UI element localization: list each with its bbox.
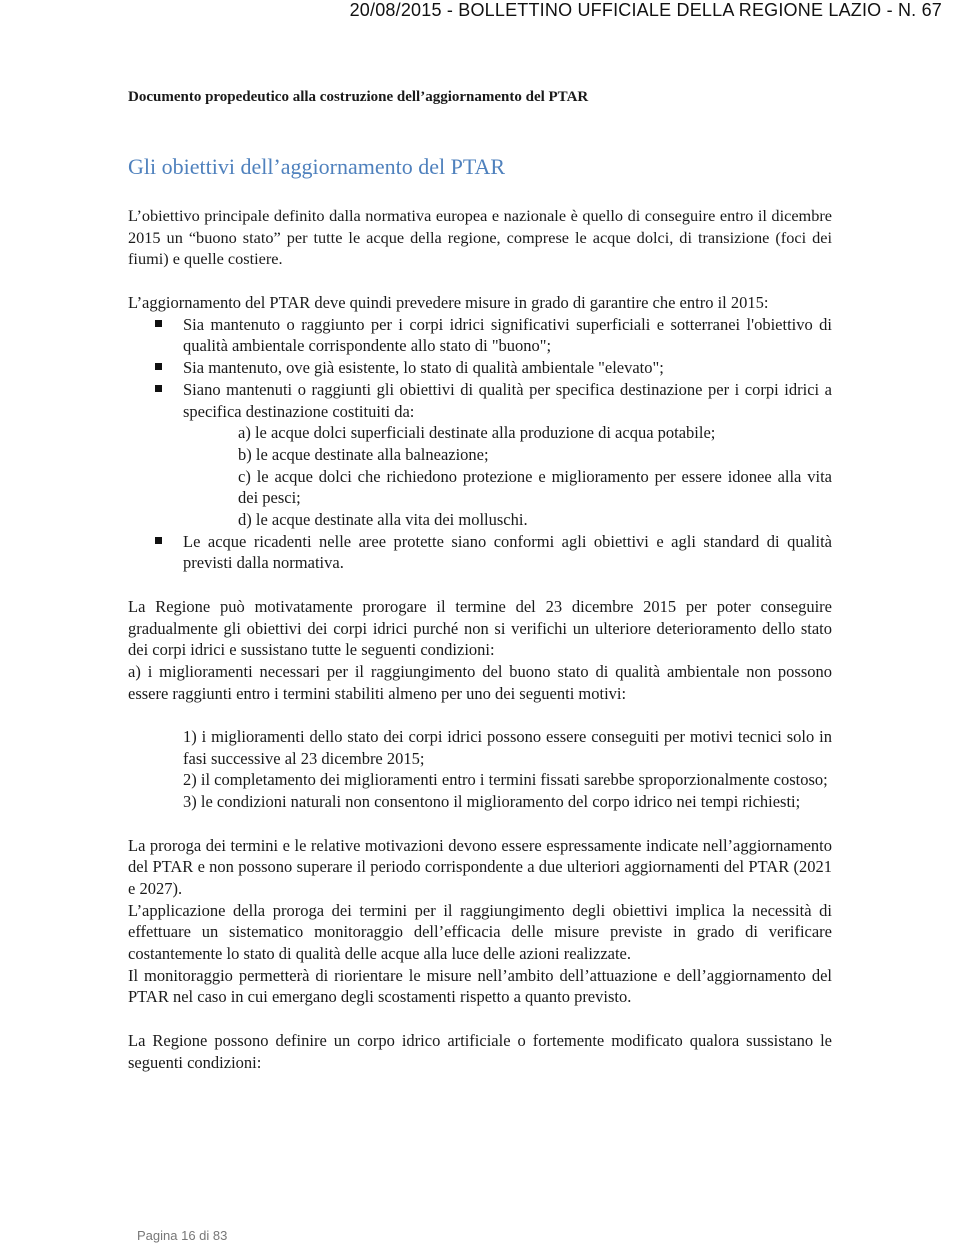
sub-item: a) le acque dolci superficiali destinate alla produzione di acqua potabile; bbox=[238, 423, 716, 443]
reason-item: 1) i miglioramenti dello stato dei corpi idrici possono essere conseguiti per motivi tecnici solo in fasi successive al 23 dicembre 2015; bbox=[183, 727, 832, 768]
paragraph-objective: L’obiettivo principale definito dalla normativa europea e nazionale è quello di conseguire entro il dicembre 2015 un “buono stato” per tutte le acque della regione, comprese le acque dolci, di transizione (foci dei fiumi) e quelle costiere. bbox=[128, 206, 832, 269]
reasons-list bbox=[128, 726, 832, 813]
paragraph-extension-terms: La proroga dei termini e le relative motivazioni devono essere espressamente indicate nell’aggiornamento del PTAR e non possono superare il periodo corrispondente a due ulteriori aggiornamenti del PTAR (2021 e 2027). bbox=[128, 835, 832, 898]
bullet-text: Sia mantenuto o raggiunto per i corpi idrici significativi superficiali e sotterranei l'obiettivo di qualità ambientale corrispondente allo stato di "buono"; bbox=[183, 314, 832, 356]
square-bullet-icon bbox=[155, 385, 162, 392]
section-title: Gli obiettivi dell’aggiornamento del PTAR bbox=[128, 154, 506, 179]
paragraph-monitoring: Il monitoraggio permetterà di riorientare le misure nell’ambito dell’attuazione e dell’aggiornamento del PTAR nel caso in cui emergano degli scostamenti rispetto a quanto previsto. bbox=[128, 965, 832, 1007]
document-heading: Documento propedeutico alla costruzione dell’aggiornamento del PTAR bbox=[128, 89, 589, 105]
paragraph-condition-a: a) i miglioramenti necessari per il raggiungimento del buono stato di qualità ambientale non possono essere raggiunti entro i termini stabiliti almeno per uno dei seguenti motivi: bbox=[128, 661, 832, 703]
paragraph-extension: La Regione può motivatamente prorogare il termine del 23 dicembre 2015 per poter conseguire gradualmente gli obiettivi dei corpi idrici purché non si verifichi un ulteriore deterioramento dello stato dei corpi idrici e sussistano tutte le seguenti condizioni: bbox=[128, 596, 832, 660]
reason-item: 2) il completamento dei miglioramenti entro i termini fissati sarebbe sproporzionalmente costoso; bbox=[183, 770, 828, 790]
bulletin-header: 20/08/2015 - BOLLETTINO UFFICIALE DELLA REGIONE LAZIO - N. 67 bbox=[349, 0, 942, 20]
paragraph-ptar-update: L’aggiornamento del PTAR deve quindi prevedere misure in grado di garantire che entro il 2015: bbox=[128, 293, 769, 312]
page-number: Pagina 16 di 83 bbox=[137, 1228, 228, 1243]
bullet-item bbox=[128, 531, 832, 574]
sub-list bbox=[183, 422, 832, 531]
bullet-text: Siano mantenuti o raggiunti gli obiettivi di qualità per specifica destinazione per i corpi idrici a specifica destinazione costituiti da: bbox=[183, 379, 832, 421]
square-bullet-icon bbox=[155, 320, 162, 327]
bullet-item bbox=[128, 357, 832, 379]
bullet-text: Sia mantenuto, ove già esistente, lo stato di qualità ambientale "elevato"; bbox=[183, 358, 664, 378]
sub-item: c) le acque dolci che richiedono protezione e miglioramento per essere idonee alla vita dei pesci; bbox=[238, 466, 832, 508]
reason-item: 3) le condizioni naturali non consentono il miglioramento del corpo idrico nei tempi richiesti; bbox=[183, 792, 801, 812]
body-text bbox=[128, 292, 832, 1073]
square-bullet-icon bbox=[155, 537, 162, 544]
bullet-item bbox=[128, 314, 832, 357]
bullet-item bbox=[128, 379, 832, 531]
paragraph-monitoring-need: L’applicazione della proroga dei termini per il raggiungimento degli obiettivi implica la necessità di effettuare un sistematico monitoraggio dell’efficacia delle misure previste in grado di verificare costantemente lo stato di qualità delle acque alla luce delle azioni realizzate. bbox=[128, 900, 832, 964]
sub-item: d) le acque destinate alla vita dei molluschi. bbox=[238, 510, 528, 530]
bullet-list bbox=[128, 314, 832, 574]
bullet-text: Le acque ricadenti nelle aree protette siano conformi agli obiettivi e agli standard di qualità previsti dalla normativa. bbox=[183, 531, 832, 573]
paragraph-artificial-bodies: La Regione possono definire un corpo idrico artificiale o fortemente modificato qualora sussistano le seguenti condizioni: bbox=[128, 1030, 832, 1072]
square-bullet-icon bbox=[155, 363, 162, 370]
sub-item: b) le acque destinate alla balneazione; bbox=[238, 444, 489, 464]
